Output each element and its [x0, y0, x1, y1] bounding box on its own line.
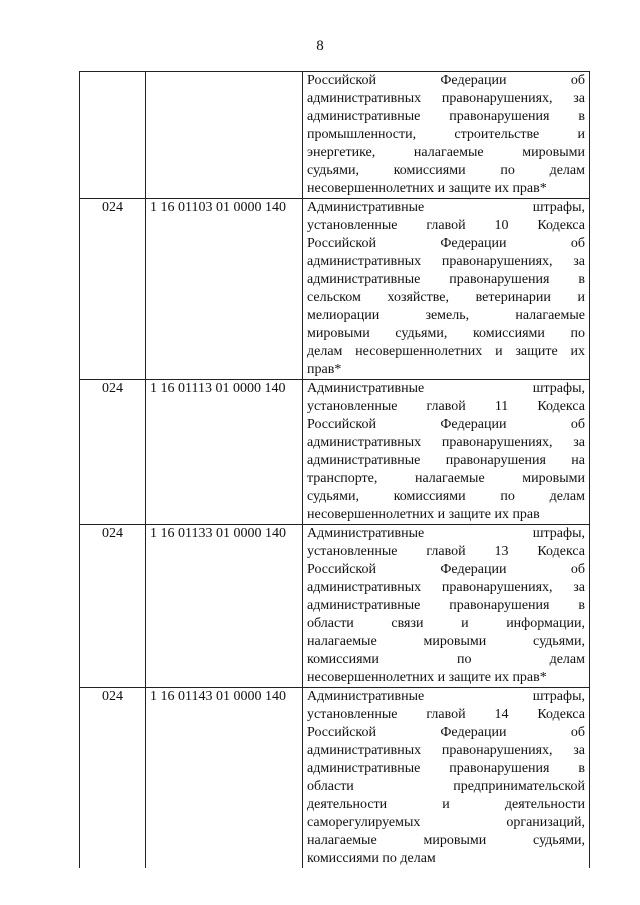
kbk-code-cell: 1 16 01143 01 0000 140 — [146, 688, 303, 869]
description-line: административные правонарушения в — [307, 272, 585, 287]
description-line: несовершеннолетних и защите их прав — [307, 507, 540, 522]
description-line: несовершеннолетних и защите их прав* — [307, 181, 547, 196]
description-line: мелиорации земель, налагаемые — [307, 308, 585, 323]
description-line: установленные главой 13 Кодекса — [307, 544, 585, 559]
admin-code-cell — [80, 72, 146, 199]
description-cell — [303, 199, 590, 380]
description-line: сельском хозяйстве, ветеринарии и — [307, 290, 585, 305]
admin-code-cell: 024 — [80, 688, 146, 869]
description-line: Российской Федерации об — [307, 725, 585, 740]
description-line: установленные главой 10 Кодекса — [307, 218, 585, 233]
budget-classification-table — [79, 71, 590, 868]
description-line: административных правонарушениях, за — [307, 580, 585, 595]
description-line: комиссиями по делам — [307, 851, 436, 866]
description-line: Российской Федерации об — [307, 417, 585, 432]
description-line: деятельности и деятельности — [307, 797, 585, 812]
description-line: области предпринимательской — [307, 779, 585, 794]
description-cell — [303, 72, 590, 199]
kbk-code-cell: 1 16 01133 01 0000 140 — [146, 525, 303, 688]
description-line: административные правонарушения в — [307, 109, 585, 124]
table-row — [80, 380, 590, 525]
description-line: административных правонарушениях, за — [307, 743, 585, 758]
description-line: налагаемые мировыми судьями, — [307, 634, 585, 649]
description-line: Российской Федерации об — [307, 236, 585, 251]
description-line: судьями, комиссиями по делам — [307, 489, 585, 504]
table-body — [80, 72, 590, 869]
description-line: Российской Федерации об — [307, 73, 585, 88]
table-row — [80, 525, 590, 688]
description-cell — [303, 688, 590, 869]
description-line: административные правонарушения в — [307, 598, 585, 613]
kbk-code-cell: 1 16 01113 01 0000 140 — [146, 380, 303, 525]
description-line: Административные штрафы, — [307, 689, 585, 704]
description-line: делам несовершеннолетних и защите их — [307, 344, 585, 359]
admin-code-cell: 024 — [80, 380, 146, 525]
table-row — [80, 688, 590, 869]
description-line: прав* — [307, 362, 342, 377]
description-line: энергетике, налагаемые мировыми — [307, 145, 585, 160]
description-line: мировыми судьями, комиссиями по — [307, 326, 585, 341]
description-cell — [303, 380, 590, 525]
table-row — [80, 199, 590, 380]
description-line: административные правонарушения в — [307, 761, 585, 776]
table-row — [80, 72, 590, 199]
description-line: установленные главой 14 Кодекса — [307, 707, 585, 722]
kbk-code-cell — [146, 72, 303, 199]
description-cell — [303, 525, 590, 688]
kbk-code-cell: 1 16 01103 01 0000 140 — [146, 199, 303, 380]
description-line: административных правонарушениях, за — [307, 91, 585, 106]
description-line: Административные штрафы, — [307, 200, 585, 215]
description-line: установленные главой 11 Кодекса — [307, 399, 585, 414]
description-line: промышленности, строительстве и — [307, 127, 585, 142]
description-line: области связи и информации, — [307, 616, 585, 631]
description-line: административных правонарушениях, за — [307, 254, 585, 269]
description-line: комиссиями по делам — [307, 652, 585, 667]
description-line: транспорте, налагаемые мировыми — [307, 471, 585, 486]
description-line: Административные штрафы, — [307, 381, 585, 396]
admin-code-cell: 024 — [80, 525, 146, 688]
description-line: налагаемые мировыми судьями, — [307, 833, 585, 848]
description-line: административных правонарушениях, за — [307, 435, 585, 450]
description-line: административные правонарушения на — [307, 453, 585, 468]
page-number: 8 — [316, 38, 324, 54]
description-line: Российской Федерации об — [307, 562, 585, 577]
description-line: несовершеннолетних и защите их прав* — [307, 670, 547, 685]
description-line: Административные штрафы, — [307, 526, 585, 541]
admin-code-cell: 024 — [80, 199, 146, 380]
description-line: саморегулируемых организаций, — [307, 815, 585, 830]
description-line: судьями, комиссиями по делам — [307, 163, 585, 178]
